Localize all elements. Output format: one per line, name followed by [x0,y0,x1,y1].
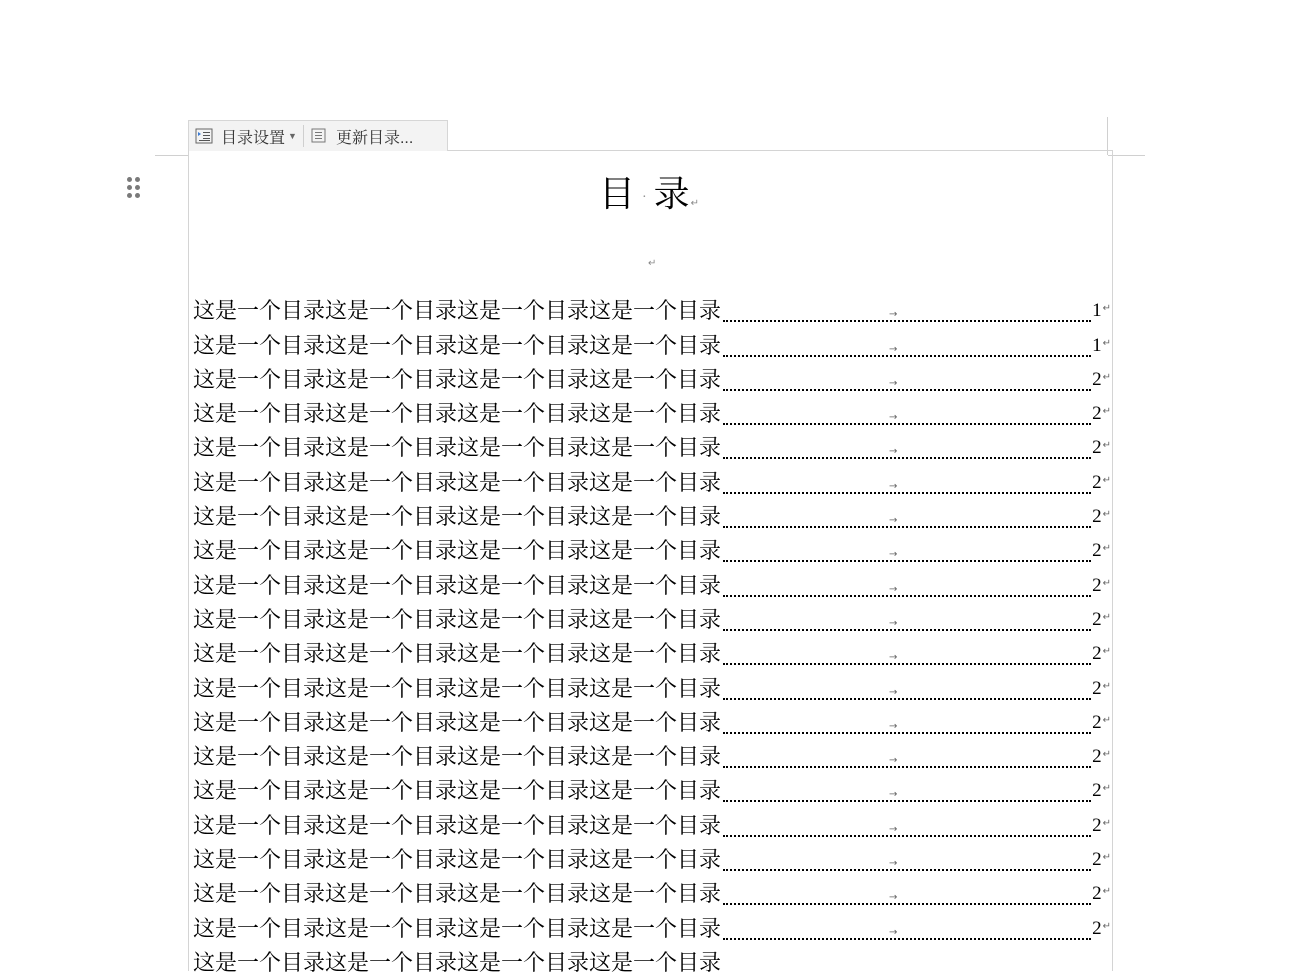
paragraph-mark: ↵ [690,198,701,209]
toc-entry-text: 这是一个目录这是一个目录这是一个目录这是一个目录 [193,401,722,427]
dot-leader [723,401,1091,425]
update-toc-button[interactable] [304,121,419,151]
tab-mark: → [889,858,898,870]
paragraph-mark: ↵ [1102,371,1111,383]
tab-mark: → [889,480,898,492]
toc-entry[interactable] [193,944,1111,978]
tab-mark: → [889,446,898,458]
toc-toolbar [188,120,448,151]
toc-entry-text: 这是一个目录这是一个目录这是一个目录这是一个目录 [193,675,722,701]
paragraph-mark: ↵ [1102,474,1111,486]
toc-entry[interactable] [193,635,1111,669]
toc-entry[interactable] [193,498,1111,532]
toc-entry[interactable] [193,601,1111,635]
tab-mark: → [889,789,898,801]
toc-page-number: 2 [1092,574,1102,596]
toc-entry[interactable] [193,841,1111,875]
paragraph-mark: ↵ [1102,646,1111,658]
tab-mark: → [889,720,898,732]
toc-title [188,166,1111,217]
toc-title-char-1: 目 [598,174,636,214]
paragraph-mark: ↵ [1102,337,1111,349]
toc-page-number: 2 [1092,883,1102,905]
paragraph-mark: ↵ [1102,543,1111,555]
toc-entry-text: 这是一个目录这是一个目录这是一个目录这是一个目录 [193,915,722,941]
update-toc-label: 更新目录... [335,129,414,147]
toc-page-number: 2 [1092,780,1102,802]
toc-entry-text: 这是一个目录这是一个目录这是一个目录这是一个目录 [193,298,722,324]
tab-mark: → [889,583,898,595]
toc-page-number: 1 [1092,334,1102,356]
dot-leader [723,778,1091,802]
toc-page-number: 2 [1092,437,1102,459]
dot-leader [723,813,1091,837]
toc-page-number: 2 [1092,849,1102,871]
toc-page-number: 2 [1092,917,1102,939]
toc-entry[interactable] [193,669,1111,703]
paragraph-mark: ↵ [1102,509,1111,521]
refresh-toc-icon [310,128,328,144]
toc-entry-text: 这是一个目录这是一个目录这是一个目录这是一个目录 [193,332,722,358]
dot-leader [723,710,1091,734]
dot-leader [723,916,1091,940]
toc-page-number: 2 [1092,677,1102,699]
toc-entry-text: 这是一个目录这是一个目录这是一个目录这是一个目录 [193,881,722,907]
dot-leader [723,367,1091,391]
toc-entry-text: 这是一个目录这是一个目录这是一个目录这是一个目录 [193,538,722,564]
dot-leader [723,504,1091,528]
paragraph-mark: ↵ [1102,783,1111,795]
margin-guide-top-left [155,155,188,156]
toc-entry-text: 这是一个目录这是一个目录这是一个目录这是一个目录 [193,606,722,632]
toc-page-number: 2 [1092,643,1102,665]
paragraph-mark: ↵ [1102,577,1111,589]
toc-entry[interactable] [193,772,1111,806]
toc-page-number: 2 [1092,608,1102,630]
toc-entry-text: 这是一个目录这是一个目录这是一个目录这是一个目录 [193,641,722,667]
dot-leader [723,641,1091,665]
toc-entry[interactable] [193,738,1111,772]
toc-entry[interactable] [193,361,1111,395]
dot-leader [723,744,1091,768]
tab-mark: → [889,926,898,938]
margin-guide-top-right [1108,155,1145,156]
toc-entry-text: 这是一个目录这是一个目录这是一个目录这是一个目录 [193,778,722,804]
dot-leader [723,607,1091,631]
toc-settings-button[interactable] [189,121,303,151]
toc-entry[interactable] [193,704,1111,738]
tab-mark: → [889,377,898,389]
tab-mark: → [889,515,898,527]
toc-entry[interactable] [193,429,1111,463]
paragraph-mark: ↵ [1102,920,1111,932]
space-mark: · [641,189,648,205]
toc-entry[interactable] [193,875,1111,909]
tab-mark: → [889,412,898,424]
toc-entry-text: 这是一个目录这是一个目录这是一个目录这是一个目录 [193,847,722,873]
toc-entry-text: 这是一个目录这是一个目录这是一个目录这是一个目录 [193,949,722,975]
toc-entry[interactable] [193,566,1111,600]
toc-entry-text: 这是一个目录这是一个目录这是一个目录这是一个目录 [193,572,722,598]
toc-page-number: 2 [1092,471,1102,493]
dot-leader [723,470,1091,494]
toc-list-icon [195,128,213,144]
toc-entry-list [193,292,1116,978]
dot-leader [723,298,1091,322]
toc-entry-text: 这是一个目录这是一个目录这是一个目录这是一个目录 [193,744,722,770]
toc-page-number: 2 [1092,814,1102,836]
tab-mark: → [889,617,898,629]
dot-leader [723,333,1091,357]
toc-entry-text: 这是一个目录这是一个目录这是一个目录这是一个目录 [193,366,722,392]
paragraph-mark: ↵ [1102,852,1111,864]
toc-page-number: 2 [1092,368,1102,390]
toc-entry-text: 这是一个目录这是一个目录这是一个目录这是一个目录 [193,709,722,735]
toc-entry-text: 这是一个目录这是一个目录这是一个目录这是一个目录 [193,435,722,461]
dot-leader [723,538,1091,562]
toc-entry-text: 这是一个目录这是一个目录这是一个目录这是一个目录 [193,469,722,495]
toc-page-number: 2 [1092,506,1102,528]
paragraph-mark: ↵ [1102,440,1111,452]
tab-mark: → [889,343,898,355]
toc-entry[interactable] [193,292,1111,326]
tab-mark: → [889,686,898,698]
toc-page-number: 2 [1092,540,1102,562]
toc-page-number: 2 [1092,403,1102,425]
paragraph-mark: ↵ [1102,749,1111,761]
dot-leader [723,435,1091,459]
paragraph-mark: ↵ [1102,680,1111,692]
paragraph-mark: ↵ [1102,714,1111,726]
toc-entry[interactable] [193,395,1111,429]
tab-mark: → [889,652,898,664]
toc-title-char-2: 录 [653,174,691,214]
dot-leader [723,676,1091,700]
paragraph-mark: ↵ [1102,406,1111,418]
tab-mark: → [889,755,898,767]
paragraph-mark: ↵ [1102,817,1111,829]
dot-leader [723,847,1091,871]
paragraph-mark: ↵ [1102,611,1111,623]
toc-entry-text: 这是一个目录这是一个目录这是一个目录这是一个目录 [193,812,722,838]
toc-page-number: 2 [1092,711,1102,733]
tab-mark: → [889,309,898,321]
toc-page-number: 1 [1092,300,1102,322]
drag-handle-icon[interactable] [127,177,143,201]
toc-settings-label: 目录设置 [221,129,286,147]
toc-entry[interactable] [193,909,1111,943]
toc-entry[interactable] [193,463,1111,497]
toc-entry[interactable] [193,326,1111,360]
tab-mark: → [889,823,898,835]
tab-mark: → [889,549,898,561]
toc-entry-text: 这是一个目录这是一个目录这是一个目录这是一个目录 [193,504,722,530]
toc-entry[interactable] [193,532,1111,566]
dot-leader [723,573,1091,597]
chevron-down-icon: ▼ [288,131,297,141]
toc-page-number: 2 [1092,746,1102,768]
tab-mark: → [889,892,898,904]
toc-entry[interactable] [193,806,1111,840]
dot-leader [723,881,1091,905]
paragraph-mark: ↵ [1102,303,1111,315]
paragraph-mark: ↵ [1102,886,1111,898]
empty-paragraph-mark: ↵ [648,258,657,269]
